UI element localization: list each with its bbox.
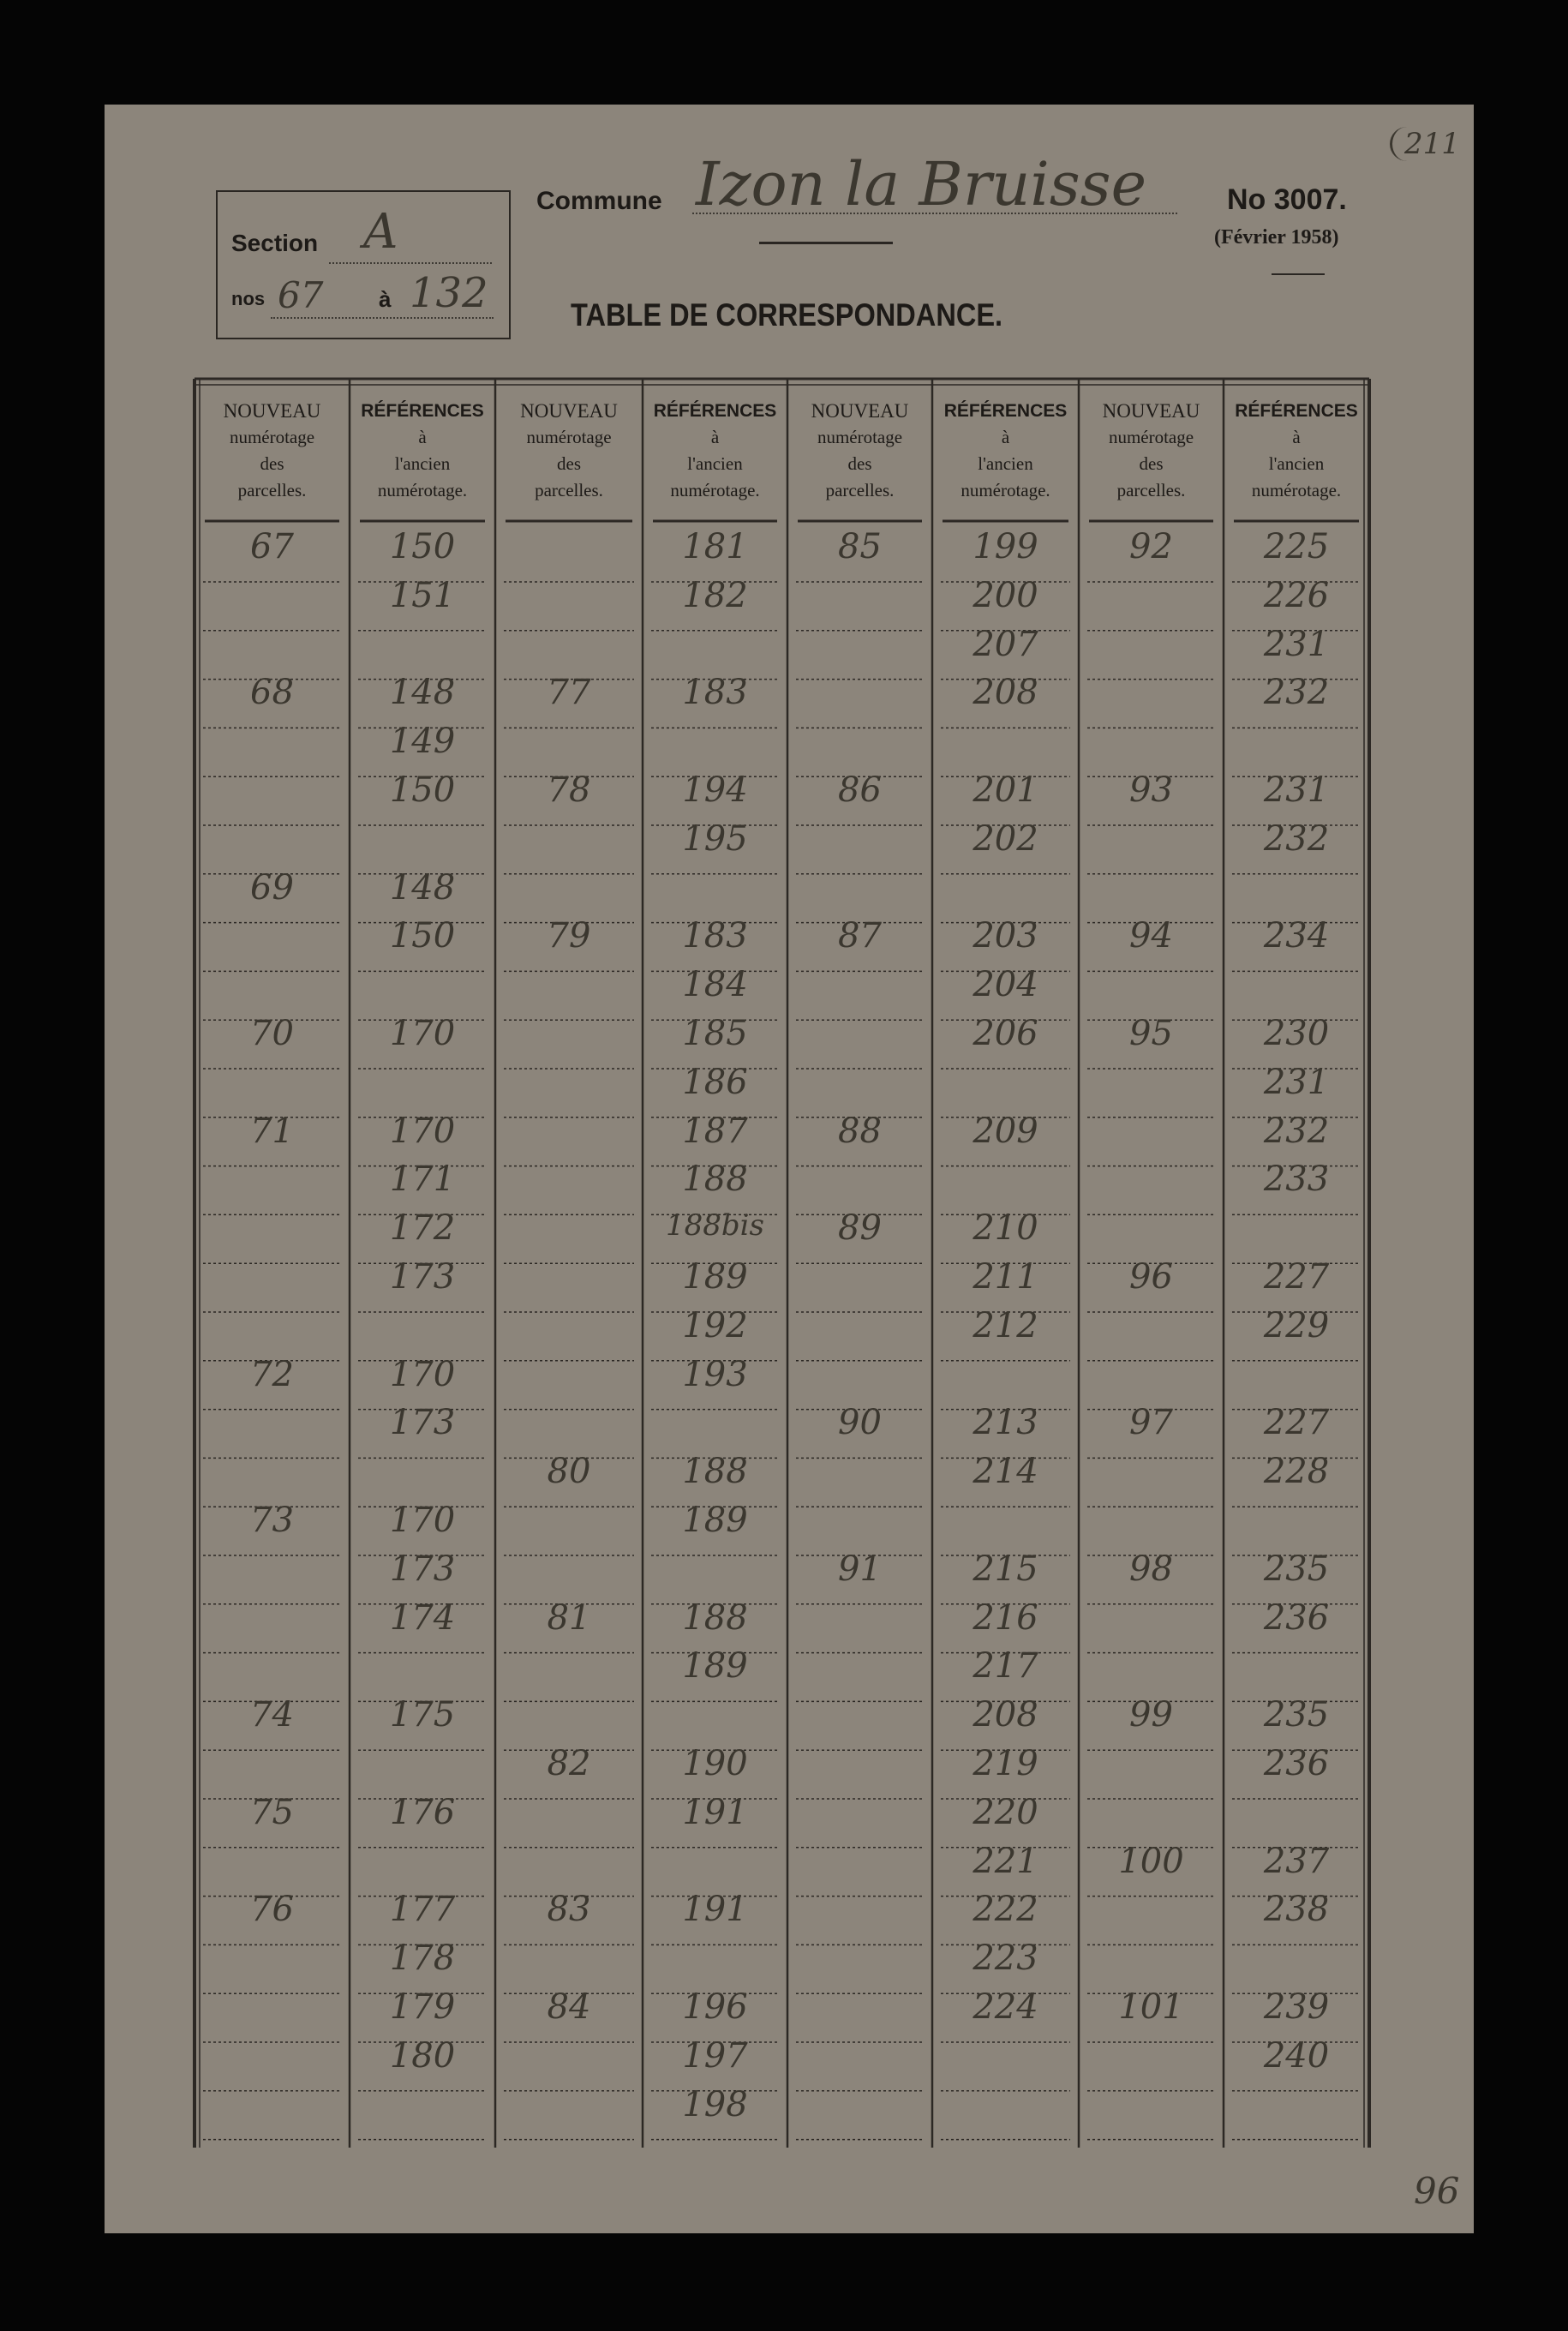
table-title: TABLE DE CORRESPONDANCE. [571, 297, 1003, 333]
new-parcel-number: 83 [547, 1890, 591, 1930]
old-parcel-reference: 208 [973, 1695, 1038, 1735]
archive-stamp: 211 [1390, 127, 1469, 161]
old-parcel-reference: 232 [1263, 1111, 1330, 1151]
old-parcel-reference: 176 [389, 1792, 456, 1832]
old-parcel-reference: 227 [1263, 1403, 1330, 1443]
header-line: NOUVEAU [520, 400, 618, 422]
new-parcel-number: 97 [1129, 1403, 1173, 1443]
old-parcel-reference: 173 [389, 1257, 456, 1297]
old-parcel-reference: 173 [389, 1549, 456, 1589]
old-parcel-reference: 232 [1263, 818, 1330, 859]
old-parcel-reference: 222 [973, 1890, 1038, 1930]
old-parcel-reference: 236 [1263, 1597, 1330, 1638]
header-line: des [847, 453, 872, 474]
old-parcel-reference: 171 [389, 1160, 456, 1200]
old-parcel-reference: 216 [973, 1597, 1038, 1638]
new-parcel-number: 95 [1129, 1014, 1173, 1053]
old-parcel-reference: 209 [973, 1111, 1038, 1151]
old-parcel-reference: 237 [1263, 1841, 1330, 1881]
old-parcel-reference: 224 [973, 1987, 1038, 2027]
notice-date: (Février 1958) [1214, 226, 1339, 249]
old-parcel-reference: 188 [682, 1160, 748, 1200]
new-parcel-number: 98 [1129, 1549, 1173, 1589]
old-parcel-reference: 220 [973, 1792, 1038, 1832]
old-parcel-reference: 226 [1263, 575, 1330, 615]
header-references [643, 398, 787, 504]
new-parcel-number: 84 [547, 1987, 591, 2027]
new-parcel-number: 81 [547, 1597, 591, 1638]
old-parcel-reference: 174 [389, 1597, 456, 1638]
header-line: numérotage. [377, 480, 468, 500]
header-references [350, 398, 495, 504]
old-parcel-reference: 184 [682, 965, 748, 1005]
new-parcel-number: 75 [250, 1792, 294, 1832]
header-line: à [1001, 427, 1010, 447]
header-line: des [557, 453, 581, 474]
old-parcel-reference: 213 [973, 1403, 1038, 1443]
old-parcel-reference: 233 [1263, 1160, 1330, 1200]
header-line: parcelles. [1116, 480, 1186, 500]
old-parcel-reference: 208 [973, 673, 1038, 713]
old-parcel-reference: 195 [682, 818, 748, 859]
old-parcel-reference: 238 [1263, 1890, 1330, 1930]
old-parcel-reference: 219 [973, 1744, 1038, 1783]
new-parcel-number: 85 [838, 527, 882, 566]
old-parcel-reference: 211 [973, 1257, 1038, 1297]
header-new-numbering [495, 398, 643, 504]
old-parcel-reference: 188bis [666, 1208, 764, 1243]
new-parcel-number: 67 [250, 527, 294, 566]
register-sheet [105, 105, 1474, 2233]
header-line: RÉFÉRENCES [1235, 401, 1358, 421]
old-parcel-reference: 217 [973, 1646, 1038, 1687]
old-parcel-reference: 182 [682, 575, 748, 615]
old-parcel-reference: 170 [389, 1111, 456, 1151]
old-parcel-reference: 203 [973, 916, 1038, 956]
old-parcel-reference: 175 [389, 1695, 456, 1735]
old-parcel-reference: 228 [1263, 1452, 1330, 1492]
header-line: NOUVEAU [223, 400, 321, 422]
header-line: numérotage [817, 427, 903, 447]
new-parcel-number: 87 [838, 916, 882, 956]
new-parcel-number: 99 [1129, 1695, 1173, 1735]
new-parcel-number: 94 [1129, 916, 1173, 956]
header-line: numérotage. [670, 480, 760, 500]
new-parcel-number: 72 [250, 1354, 294, 1394]
header-line: des [1139, 453, 1164, 474]
old-parcel-reference: 221 [973, 1841, 1038, 1881]
old-parcel-reference: 197 [682, 2035, 748, 2076]
old-parcel-reference: 231 [1263, 1062, 1330, 1102]
new-parcel-number: 92 [1129, 527, 1173, 566]
old-parcel-reference: 202 [973, 818, 1038, 859]
old-parcel-reference: 185 [682, 1014, 748, 1053]
header-line: numérotage. [961, 480, 1050, 500]
old-parcel-reference: 240 [1263, 2035, 1330, 2076]
new-parcel-number: 90 [838, 1403, 882, 1443]
old-parcel-reference: 201 [973, 770, 1038, 810]
old-parcel-reference: 179 [389, 1987, 456, 2027]
new-parcel-number: 89 [838, 1208, 882, 1249]
header-references [1224, 398, 1369, 504]
old-parcel-reference: 180 [389, 2035, 456, 2076]
header-line: numérotage [1108, 427, 1194, 447]
old-parcel-reference: 183 [682, 673, 748, 713]
old-parcel-reference: 172 [389, 1208, 456, 1249]
old-parcel-reference: 188 [682, 1452, 748, 1492]
old-parcel-reference: 178 [389, 1939, 456, 1979]
header-line: NOUVEAU [1102, 400, 1200, 422]
old-parcel-reference: 191 [682, 1890, 748, 1930]
new-parcel-number: 73 [250, 1501, 294, 1540]
old-parcel-reference: 235 [1263, 1549, 1330, 1589]
old-parcel-reference: 186 [682, 1062, 748, 1102]
header-new-numbering [1079, 398, 1224, 504]
old-parcel-reference: 170 [389, 1354, 456, 1394]
range-to: 132 [410, 269, 488, 317]
old-parcel-reference: 181 [682, 527, 748, 566]
old-parcel-reference: 150 [389, 527, 456, 566]
old-parcel-reference: 170 [389, 1501, 456, 1540]
section-value: A [363, 204, 398, 260]
new-parcel-number: 76 [250, 1890, 294, 1930]
old-parcel-reference: 192 [682, 1305, 748, 1345]
header-new-numbering [787, 398, 932, 504]
old-parcel-reference: 214 [973, 1452, 1038, 1492]
old-parcel-reference: 210 [973, 1208, 1038, 1249]
old-parcel-reference: 198 [682, 2084, 748, 2124]
old-parcel-reference: 191 [682, 1792, 748, 1832]
range-from: 67 [278, 274, 324, 316]
old-parcel-reference: 150 [389, 916, 456, 956]
commune-value: Izon la Bruisse [696, 149, 1147, 219]
old-parcel-reference: 173 [389, 1403, 456, 1443]
header-new-numbering [195, 398, 350, 504]
old-parcel-reference: 207 [973, 624, 1038, 664]
header-line: des [260, 453, 284, 474]
header-line: numérotage. [1251, 480, 1342, 500]
new-parcel-number: 100 [1118, 1841, 1184, 1881]
page-number: 96 [1414, 2170, 1460, 2212]
nos-label: nos [231, 288, 266, 309]
old-parcel-reference: 151 [389, 575, 456, 615]
old-parcel-reference: 229 [1263, 1305, 1330, 1345]
new-parcel-number: 70 [250, 1014, 294, 1053]
old-parcel-reference: 231 [1263, 624, 1330, 664]
old-parcel-reference: 227 [1263, 1257, 1330, 1297]
new-parcel-number: 79 [547, 916, 591, 956]
new-parcel-number: 78 [547, 770, 591, 810]
commune-label: Commune [536, 187, 662, 215]
old-parcel-reference: 239 [1263, 1987, 1330, 2027]
new-parcel-number: 93 [1129, 770, 1173, 810]
new-parcel-number: 71 [250, 1111, 294, 1151]
old-parcel-reference: 212 [973, 1305, 1038, 1345]
header-line: NOUVEAU [811, 400, 909, 422]
new-parcel-number: 77 [547, 673, 591, 713]
old-parcel-reference: 188 [682, 1597, 748, 1638]
old-parcel-reference: 236 [1263, 1744, 1330, 1783]
old-parcel-reference: 225 [1263, 527, 1330, 566]
new-parcel-number: 96 [1129, 1257, 1173, 1297]
new-parcel-number: 82 [547, 1744, 591, 1783]
new-parcel-number: 68 [250, 673, 294, 713]
header-line: RÉFÉRENCES [361, 401, 484, 421]
old-parcel-reference: 183 [682, 916, 748, 956]
header-line: l'ancien [687, 453, 743, 474]
header-references [932, 398, 1079, 504]
old-parcel-reference: 170 [389, 1014, 456, 1053]
header-line: l'ancien [394, 453, 451, 474]
old-parcel-reference: 223 [973, 1939, 1038, 1979]
header-line: parcelles. [825, 480, 895, 500]
old-parcel-reference: 194 [682, 770, 748, 810]
old-parcel-reference: 149 [389, 722, 456, 762]
old-parcel-reference: 235 [1263, 1695, 1330, 1735]
header-line: l'ancien [978, 453, 1033, 474]
notice-number: No 3007. [1227, 183, 1347, 216]
header-line: parcelles. [237, 480, 307, 500]
header-line: à [710, 427, 720, 447]
new-parcel-number: 88 [838, 1111, 882, 1151]
new-parcel-number: 101 [1118, 1987, 1184, 2027]
header-line: RÉFÉRENCES [943, 401, 1068, 421]
old-parcel-reference: 187 [682, 1111, 748, 1151]
new-parcel-number: 91 [838, 1549, 882, 1589]
new-parcel-number: 80 [547, 1452, 591, 1492]
old-parcel-reference: 200 [973, 575, 1038, 615]
old-parcel-reference: 189 [682, 1646, 748, 1687]
old-parcel-reference: 230 [1263, 1014, 1330, 1053]
old-parcel-reference: 193 [682, 1354, 748, 1394]
old-parcel-reference: 190 [682, 1744, 748, 1783]
section-label: Section [231, 230, 319, 256]
old-parcel-reference: 232 [1263, 673, 1330, 713]
header-line: numérotage [229, 427, 315, 447]
old-parcel-reference: 177 [389, 1890, 456, 1930]
header-line: parcelles. [535, 480, 603, 500]
old-parcel-reference: 199 [973, 527, 1038, 566]
header-line: à [1292, 427, 1301, 447]
old-parcel-reference: 189 [682, 1501, 748, 1540]
old-parcel-reference: 204 [973, 965, 1038, 1005]
header-line: numérotage [526, 427, 612, 447]
old-parcel-reference: 215 [973, 1549, 1038, 1589]
old-parcel-reference: 206 [973, 1014, 1038, 1053]
old-parcel-reference: 234 [1263, 916, 1330, 956]
new-parcel-number: 69 [250, 867, 294, 908]
header-line: à [418, 427, 427, 447]
range-to-label: à [379, 286, 392, 312]
old-parcel-reference: 148 [389, 867, 456, 908]
old-parcel-reference: 189 [682, 1257, 748, 1297]
header-line: l'ancien [1268, 453, 1325, 474]
new-parcel-number: 74 [250, 1695, 294, 1735]
old-parcel-reference: 196 [682, 1987, 748, 2027]
old-parcel-reference: 150 [389, 770, 456, 810]
old-parcel-reference: 231 [1263, 770, 1330, 810]
new-parcel-number: 86 [838, 770, 882, 810]
old-parcel-reference: 148 [389, 673, 456, 713]
header-line: RÉFÉRENCES [653, 401, 777, 421]
